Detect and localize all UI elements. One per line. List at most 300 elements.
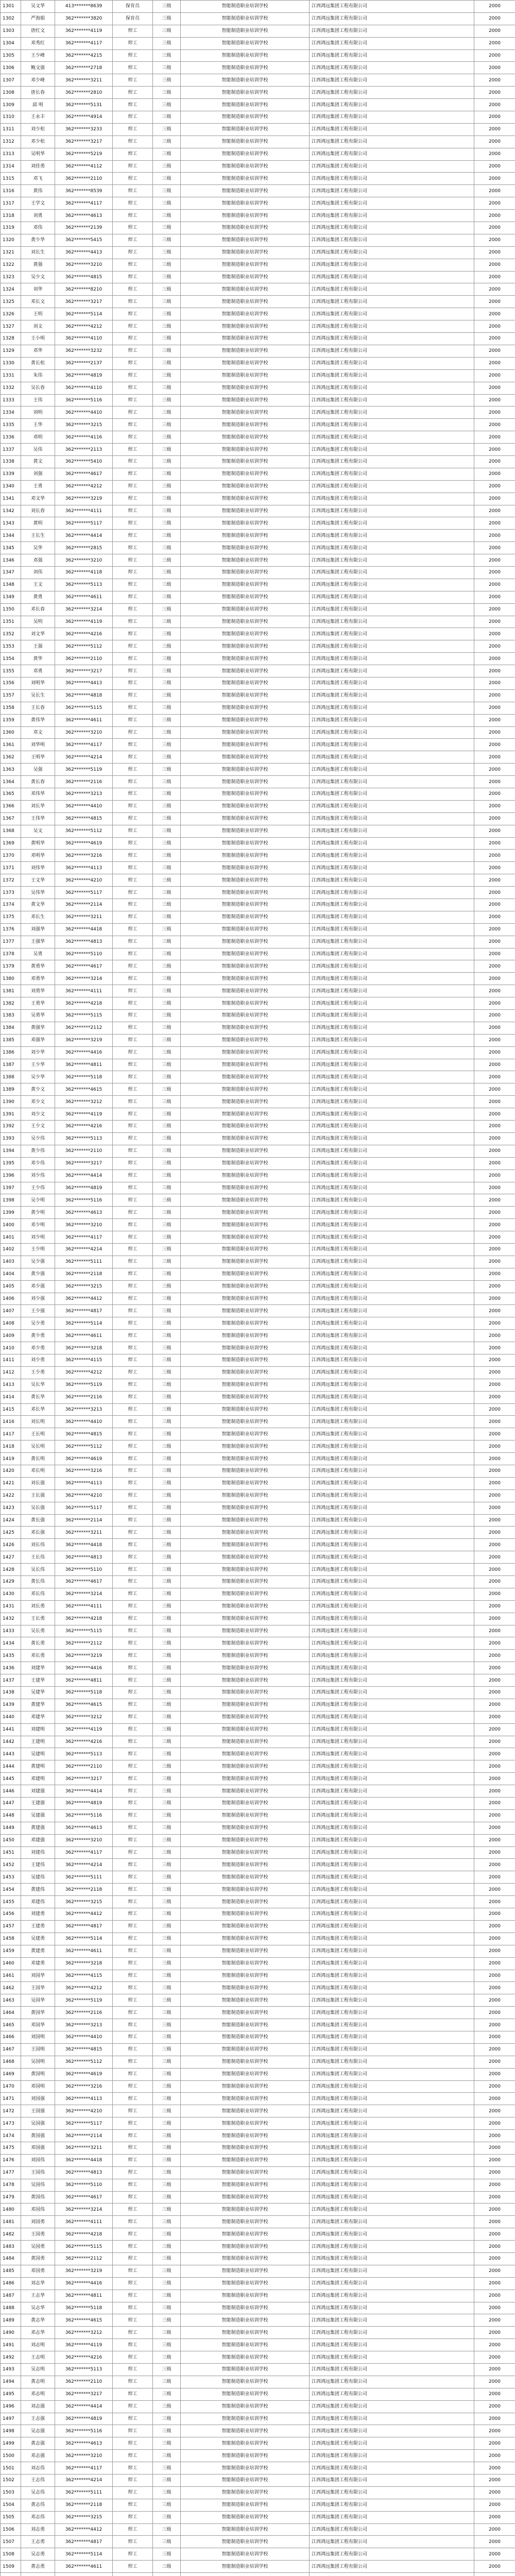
company-cell: 江西鸿远集团工程有限公司 bbox=[310, 123, 474, 135]
skill-level-cell: 三级 bbox=[153, 480, 181, 493]
company-cell: 江西鸿远集团工程有限公司 bbox=[310, 1945, 474, 1957]
row-number-cell: 1355 bbox=[1, 665, 21, 677]
row-number-cell: 1358 bbox=[1, 702, 21, 714]
subsidy-amount-cell: 2000 bbox=[474, 2327, 515, 2339]
company-cell: 江西鸿远集团工程有限公司 bbox=[310, 1637, 474, 1650]
occupation-cell: 焊工 bbox=[113, 160, 153, 173]
skill-level-cell: 三级 bbox=[153, 62, 181, 74]
occupation-cell: 焊工 bbox=[113, 357, 153, 369]
table-row bbox=[1, 1600, 515, 1613]
id-number-cell: 362*******4819 bbox=[55, 2413, 113, 2425]
name-cell: 刘强 bbox=[21, 468, 55, 480]
occupation-cell: 焊工 bbox=[113, 74, 153, 87]
company-cell: 江西鸿远集团工程有限公司 bbox=[310, 2252, 474, 2265]
subsidy-amount-cell: 2000 bbox=[474, 493, 515, 505]
subsidy-amount-cell: 2000 bbox=[474, 751, 515, 764]
name-cell: 吴志华 bbox=[21, 2302, 55, 2314]
name-cell: 黄强华 bbox=[21, 1022, 55, 1034]
row-number-cell: 1388 bbox=[1, 1071, 21, 1083]
table-row bbox=[1, 296, 515, 308]
row-number-cell: 1401 bbox=[1, 1231, 21, 1244]
occupation-cell: 焊工 bbox=[113, 2154, 153, 2166]
name-cell: 黄志华 bbox=[21, 2314, 55, 2327]
subsidy-amount-cell: 2000 bbox=[474, 1489, 515, 1502]
occupation-cell: 焊工 bbox=[113, 628, 153, 640]
skill-level-cell: 三级 bbox=[153, 2031, 181, 2043]
skill-level-cell: 三级 bbox=[153, 874, 181, 887]
subsidy-amount-cell: 2000 bbox=[474, 542, 515, 554]
subsidy-amount-cell: 2000 bbox=[474, 1243, 515, 1256]
table-row bbox=[1, 1280, 515, 1293]
training-school-cell: 智能制造职业培训学校 bbox=[181, 1034, 310, 1046]
row-number-cell: 1486 bbox=[1, 2277, 21, 2290]
occupation-cell: 焊工 bbox=[113, 2166, 153, 2179]
table-row bbox=[1, 1293, 515, 1305]
training-school-cell: 智能制造职业培训学校 bbox=[181, 2351, 310, 2364]
subsidy-amount-cell: 2000 bbox=[474, 1809, 515, 1822]
name-cell: 王志华 bbox=[21, 2290, 55, 2302]
name-cell: 邓志强 bbox=[21, 2450, 55, 2462]
name-cell: 吴志强 bbox=[21, 2425, 55, 2437]
subsidy-amount-cell: 2000 bbox=[474, 2056, 515, 2068]
skill-level-cell: 三级 bbox=[153, 493, 181, 505]
occupation-cell: 焊工 bbox=[113, 1108, 153, 1121]
company-cell: 江西鸿远集团工程有限公司 bbox=[310, 1465, 474, 1477]
training-school-cell: 智能制造职业培训学校 bbox=[181, 825, 310, 837]
training-school-cell: 智能制造职业培训学校 bbox=[181, 936, 310, 948]
subsidy-amount-cell: 2000 bbox=[474, 640, 515, 653]
skill-level-cell: 三级 bbox=[153, 530, 181, 542]
table-row bbox=[1, 1317, 515, 1330]
table-row bbox=[1, 1416, 515, 1428]
training-school-cell: 智能制造职业培训学校 bbox=[181, 1662, 310, 1674]
id-number-cell: 362*******2118 bbox=[55, 1884, 113, 1896]
table-row bbox=[1, 419, 515, 431]
row-number-cell: 1352 bbox=[1, 628, 21, 640]
row-number-cell: 1415 bbox=[1, 1403, 21, 1416]
name-cell: 邓志明 bbox=[21, 2388, 55, 2400]
subsidy-amount-cell: 2000 bbox=[474, 911, 515, 923]
skill-level-cell: 三级 bbox=[153, 1243, 181, 1256]
training-school-cell: 智能制造职业培训学校 bbox=[181, 542, 310, 554]
company-cell: 江西鸿远集团工程有限公司 bbox=[310, 357, 474, 369]
table-row bbox=[1, 665, 515, 677]
name-cell: 黄长伟 bbox=[21, 1576, 55, 1588]
table-row bbox=[1, 1994, 515, 2007]
occupation-cell: 焊工 bbox=[113, 480, 153, 493]
name-cell: 吴文华 bbox=[21, 1, 55, 13]
skill-level-cell: 三级 bbox=[153, 2450, 181, 2462]
company-cell: 江西鸿远集团工程有限公司 bbox=[310, 579, 474, 591]
table-row bbox=[1, 480, 515, 493]
skill-level-cell: 三级 bbox=[153, 1834, 181, 1846]
row-number-cell: 1329 bbox=[1, 345, 21, 357]
training-school-cell: 智能制造职业培训学校 bbox=[181, 1219, 310, 1231]
table-row bbox=[1, 2031, 515, 2043]
row-number-cell: 1377 bbox=[1, 936, 21, 948]
training-school-cell: 智能制造职业培训学校 bbox=[181, 1687, 310, 1699]
company-cell: 江西鸿远集团工程有限公司 bbox=[310, 1957, 474, 1970]
occupation-cell: 焊工 bbox=[113, 173, 153, 185]
occupation-cell: 焊工 bbox=[113, 1477, 153, 1489]
company-cell: 江西鸿远集团工程有限公司 bbox=[310, 493, 474, 505]
occupation-cell: 焊工 bbox=[113, 2130, 153, 2142]
name-cell: 王志伟 bbox=[21, 2475, 55, 2487]
row-number-cell: 1435 bbox=[1, 1650, 21, 1662]
company-cell: 江西鸿远集团工程有限公司 bbox=[310, 2056, 474, 2068]
name-cell: 刘勇华 bbox=[21, 985, 55, 997]
row-number-cell: 1405 bbox=[1, 1280, 21, 1293]
table-row bbox=[1, 1933, 515, 1945]
company-cell: 江西鸿远集团工程有限公司 bbox=[310, 480, 474, 493]
occupation-cell: 焊工 bbox=[113, 1194, 153, 1207]
company-cell: 江西鸿远集团工程有限公司 bbox=[310, 887, 474, 899]
company-cell: 江西鸿远集团工程有限公司 bbox=[310, 603, 474, 616]
id-number-cell: 362*******5119 bbox=[55, 1379, 113, 1391]
table-row bbox=[1, 1, 515, 13]
occupation-cell: 焊工 bbox=[113, 2327, 153, 2339]
skill-level-cell: 三级 bbox=[153, 714, 181, 726]
training-school-cell: 智能制造职业培训学校 bbox=[181, 517, 310, 530]
skill-level-cell: 三级 bbox=[153, 394, 181, 406]
company-cell: 江西鸿远集团工程有限公司 bbox=[310, 2019, 474, 2031]
id-number-cell: 362*******4813 bbox=[55, 2166, 113, 2179]
name-cell: 王长春 bbox=[21, 702, 55, 714]
skill-level-cell: 三级 bbox=[153, 776, 181, 788]
name-cell: 黄伟 bbox=[21, 185, 55, 197]
table-row bbox=[1, 1108, 515, 1121]
row-number-cell: 1461 bbox=[1, 1970, 21, 1982]
row-number-cell: 1429 bbox=[1, 1576, 21, 1588]
skill-level-cell: 三级 bbox=[153, 505, 181, 517]
skill-level-cell: 三级 bbox=[153, 2523, 181, 2536]
name-cell: 邓文 bbox=[21, 726, 55, 739]
training-school-cell: 智能制造职业培训学校 bbox=[181, 2007, 310, 2019]
company-cell: 江西鸿远集团工程有限公司 bbox=[310, 2228, 474, 2241]
id-number-cell: 362*******2116 bbox=[55, 1391, 113, 1403]
name-cell: 邓少松 bbox=[21, 135, 55, 148]
company-cell: 江西鸿远集团工程有限公司 bbox=[310, 1010, 474, 1022]
company-cell: 江西鸿远集团工程有限公司 bbox=[310, 2437, 474, 2450]
training-school-cell: 智能制造职业培训学校 bbox=[181, 2130, 310, 2142]
subsidy-amount-cell: 2000 bbox=[474, 1699, 515, 1711]
name-cell: 邓志伟 bbox=[21, 2511, 55, 2523]
training-school-cell: 智能制造职业培训学校 bbox=[181, 776, 310, 788]
subsidy-amount-cell: 2000 bbox=[474, 1059, 515, 1071]
name-cell: 王长勇 bbox=[21, 1613, 55, 1625]
occupation-cell: 焊工 bbox=[113, 1613, 153, 1625]
skill-level-cell: 三级 bbox=[153, 1846, 181, 1859]
table-row bbox=[1, 394, 515, 406]
table-row bbox=[1, 283, 515, 296]
skill-level-cell: 三级 bbox=[153, 160, 181, 173]
skill-level-cell: 三级 bbox=[153, 357, 181, 369]
company-cell: 江西鸿远集团工程有限公司 bbox=[310, 1059, 474, 1071]
table-row bbox=[1, 444, 515, 456]
subsidy-amount-cell: 2000 bbox=[474, 2179, 515, 2191]
row-number-cell: 1406 bbox=[1, 1293, 21, 1305]
occupation-cell: 焊工 bbox=[113, 1317, 153, 1330]
skill-level-cell: 三级 bbox=[153, 702, 181, 714]
id-number-cell: 362*******5114 bbox=[55, 308, 113, 320]
name-cell: 刘建明 bbox=[21, 1723, 55, 1736]
table-row bbox=[1, 2068, 515, 2080]
subsidy-amount-cell: 2000 bbox=[474, 148, 515, 160]
id-number-cell: 362*******4115 bbox=[55, 1354, 113, 1366]
id-number-cell: 362*******5112 bbox=[55, 640, 113, 653]
row-number-cell: 1437 bbox=[1, 1674, 21, 1687]
name-cell: 邓建强 bbox=[21, 1834, 55, 1846]
skill-level-cell: 三级 bbox=[153, 1957, 181, 1970]
id-number-cell: 362*******5118 bbox=[55, 2302, 113, 2314]
company-cell: 江西鸿远集团工程有限公司 bbox=[310, 49, 474, 62]
skill-level-cell: 三级 bbox=[153, 444, 181, 456]
name-cell: 吴明华 bbox=[21, 148, 55, 160]
skill-level-cell: 三级 bbox=[153, 1182, 181, 1194]
skill-level-cell: 三级 bbox=[153, 49, 181, 62]
occupation-cell: 焊工 bbox=[113, 455, 153, 468]
name-cell: 刘伟 bbox=[21, 566, 55, 579]
company-cell: 江西鸿远集团工程有限公司 bbox=[310, 1674, 474, 1687]
id-number-cell: 362*******5410 bbox=[55, 455, 113, 468]
table-row bbox=[1, 2486, 515, 2499]
skill-level-cell: 三级 bbox=[153, 788, 181, 801]
name-cell: 王文华 bbox=[21, 874, 55, 887]
company-cell: 江西鸿远集团工程有限公司 bbox=[310, 837, 474, 850]
name-cell: 邓国强 bbox=[21, 2142, 55, 2154]
id-number-cell: 362*******2112 bbox=[55, 1637, 113, 1650]
table-row bbox=[1, 2339, 515, 2351]
training-school-cell: 智能制造职业培训学校 bbox=[181, 2117, 310, 2130]
name-cell: 吴国强 bbox=[21, 2117, 55, 2130]
row-number-cell: 1381 bbox=[1, 985, 21, 997]
name-cell: 刘长春 bbox=[21, 505, 55, 517]
table-row bbox=[1, 554, 515, 567]
company-cell: 江西鸿远集团工程有限公司 bbox=[310, 1268, 474, 1280]
row-number-cell: 1417 bbox=[1, 1428, 21, 1440]
row-number-cell: 1402 bbox=[1, 1243, 21, 1256]
subsidy-amount-cell: 2000 bbox=[474, 1170, 515, 1182]
name-cell: 刘佳勇 bbox=[21, 160, 55, 173]
row-number-cell: 1458 bbox=[1, 1933, 21, 1945]
occupation-cell: 焊工 bbox=[113, 542, 153, 554]
id-number-cell: 362*******5219 bbox=[55, 148, 113, 160]
id-number-cell: 362*******5114 bbox=[55, 1933, 113, 1945]
subsidy-amount-cell: 2000 bbox=[474, 1736, 515, 1748]
row-number-cell: 1335 bbox=[1, 419, 21, 431]
id-number-cell: 362*******4611 bbox=[55, 591, 113, 603]
occupation-cell: 焊工 bbox=[113, 210, 153, 222]
id-number-cell: 362*******4613 bbox=[55, 2437, 113, 2450]
training-school-cell: 智能制造职业培训学校 bbox=[181, 1403, 310, 1416]
row-number-cell: 1443 bbox=[1, 1748, 21, 1760]
occupation-cell: 焊工 bbox=[113, 197, 153, 210]
occupation-cell: 焊工 bbox=[113, 1662, 153, 1674]
subsidy-amount-cell: 2000 bbox=[474, 1096, 515, 1108]
subsidy-amount-cell: 2000 bbox=[474, 12, 515, 25]
id-number-cell: 362*******3214 bbox=[55, 2204, 113, 2216]
company-cell: 江西鸿远集团工程有限公司 bbox=[310, 2462, 474, 2475]
skill-level-cell: 三级 bbox=[153, 1022, 181, 1034]
table-row bbox=[1, 99, 515, 111]
row-number-cell: 1499 bbox=[1, 2437, 21, 2450]
occupation-cell: 焊工 bbox=[113, 2388, 153, 2400]
table-row bbox=[1, 2265, 515, 2277]
subsidy-amount-cell: 2000 bbox=[474, 1662, 515, 1674]
training-school-cell: 智能制造职业培训学校 bbox=[181, 1268, 310, 1280]
table-row bbox=[1, 345, 515, 357]
table-row bbox=[1, 1231, 515, 1244]
id-number-cell: 362*******4212 bbox=[55, 320, 113, 333]
name-cell: 刘建伟 bbox=[21, 1846, 55, 1859]
table-row bbox=[1, 2130, 515, 2142]
skill-level-cell: 三级 bbox=[153, 271, 181, 283]
name-cell: 唐长春 bbox=[21, 87, 55, 99]
id-number-cell: 362*******2114 bbox=[55, 899, 113, 911]
skill-level-cell: 三级 bbox=[153, 25, 181, 37]
training-school-cell: 智能制造职业培训学校 bbox=[181, 1502, 310, 1514]
id-number-cell: 362*******5116 bbox=[55, 1194, 113, 1207]
row-number-cell: 1498 bbox=[1, 2425, 21, 2437]
training-school-cell: 智能制造职业培训学校 bbox=[181, 2265, 310, 2277]
occupation-cell: 焊工 bbox=[113, 1699, 153, 1711]
occupation-cell: 焊工 bbox=[113, 1219, 153, 1231]
table-row bbox=[1, 173, 515, 185]
skill-level-cell: 三级 bbox=[153, 1809, 181, 1822]
id-number-cell: 362*******4615 bbox=[55, 1083, 113, 1096]
training-school-cell: 智能制造职业培训学校 bbox=[181, 1440, 310, 1453]
table-row bbox=[1, 2166, 515, 2179]
training-school-cell: 智能制造职业培训学校 bbox=[181, 1699, 310, 1711]
training-school-cell: 智能制造职业培训学校 bbox=[181, 123, 310, 135]
training-school-cell: 智能制造职业培训学校 bbox=[181, 1920, 310, 1933]
name-cell: 刘志伟 bbox=[21, 2462, 55, 2475]
subsidy-amount-cell: 2000 bbox=[474, 444, 515, 456]
id-number-cell: 362*******4410 bbox=[55, 800, 113, 812]
subsidy-amount-cell: 2000 bbox=[474, 1650, 515, 1662]
subsidy-amount-cell: 2000 bbox=[474, 357, 515, 369]
company-cell: 江西鸿远集团工程有限公司 bbox=[310, 2314, 474, 2327]
subsidy-amount-cell: 2000 bbox=[474, 1342, 515, 1354]
company-cell: 江西鸿远集团工程有限公司 bbox=[310, 2523, 474, 2536]
occupation-cell: 焊工 bbox=[113, 776, 153, 788]
id-number-cell: 362*******4414 bbox=[55, 2400, 113, 2413]
company-cell: 江西鸿远集团工程有限公司 bbox=[310, 2142, 474, 2154]
subsidy-amount-cell: 2000 bbox=[474, 1576, 515, 1588]
company-cell: 江西鸿远集团工程有限公司 bbox=[310, 283, 474, 296]
row-number-cell: 1399 bbox=[1, 1207, 21, 1219]
subsidy-amount-cell: 2000 bbox=[474, 283, 515, 296]
training-school-cell: 智能制造职业培训学校 bbox=[181, 1514, 310, 1527]
table-row bbox=[1, 1170, 515, 1182]
skill-level-cell: 三级 bbox=[153, 1034, 181, 1046]
occupation-cell: 焊工 bbox=[113, 2302, 153, 2314]
subsidy-amount-cell: 2000 bbox=[474, 1182, 515, 1194]
name-cell: 王志强 bbox=[21, 2413, 55, 2425]
skill-level-cell: 三级 bbox=[153, 850, 181, 862]
company-cell: 江西鸿远集团工程有限公司 bbox=[310, 369, 474, 382]
training-school-cell: 智能制造职业培训学校 bbox=[181, 1243, 310, 1256]
company-cell: 江西鸿远集团工程有限公司 bbox=[310, 259, 474, 271]
training-school-cell: 智能制造职业培训学校 bbox=[181, 2339, 310, 2351]
company-cell: 江西鸿远集团工程有限公司 bbox=[310, 1564, 474, 1576]
id-number-cell: 362*******4418 bbox=[55, 1539, 113, 1551]
company-cell: 江西鸿远集团工程有限公司 bbox=[310, 455, 474, 468]
company-cell: 江西鸿远集团工程有限公司 bbox=[310, 1391, 474, 1403]
id-number-cell: 362*******4118 bbox=[55, 566, 113, 579]
id-number-cell: 362*******3211 bbox=[55, 1527, 113, 1539]
id-number-cell: 362*******5114 bbox=[55, 1317, 113, 1330]
company-cell: 江西鸿远集团工程有限公司 bbox=[310, 1785, 474, 1798]
row-number-cell: 1321 bbox=[1, 246, 21, 259]
company-cell: 江西鸿远集团工程有限公司 bbox=[310, 1576, 474, 1588]
table-row bbox=[1, 271, 515, 283]
id-number-cell: 362*******4216 bbox=[55, 1736, 113, 1748]
subsidy-amount-cell: 2000 bbox=[474, 99, 515, 111]
table-row bbox=[1, 1945, 515, 1957]
skill-level-cell: 三级 bbox=[153, 2462, 181, 2475]
skill-level-cell: 三级 bbox=[153, 1650, 181, 1662]
row-number-cell: 1394 bbox=[1, 1145, 21, 1157]
skill-level-cell: 三级 bbox=[153, 973, 181, 985]
name-cell: 鲍文强 bbox=[21, 62, 55, 74]
table-row bbox=[1, 1403, 515, 1416]
subsidy-amount-cell: 2000 bbox=[474, 1157, 515, 1170]
skill-level-cell: 三级 bbox=[153, 2068, 181, 2080]
training-school-cell: 智能制造职业培训学校 bbox=[181, 2056, 310, 2068]
id-number-cell: 362*******3820 bbox=[55, 12, 113, 25]
table-row bbox=[1, 2511, 515, 2523]
table-row bbox=[1, 1182, 515, 1194]
subsidy-amount-cell: 2000 bbox=[474, 2043, 515, 2056]
name-cell: 王勇 bbox=[21, 480, 55, 493]
subsidy-amount-cell: 2000 bbox=[474, 1330, 515, 1342]
skill-level-cell: 三级 bbox=[153, 74, 181, 87]
id-number-cell: 362*******5131 bbox=[55, 99, 113, 111]
id-number-cell: 362*******2137 bbox=[55, 357, 113, 369]
subsidy-amount-cell: 2000 bbox=[474, 530, 515, 542]
name-cell: 邓秀红 bbox=[21, 37, 55, 49]
occupation-cell: 焊工 bbox=[113, 308, 153, 320]
row-number-cell: 1332 bbox=[1, 382, 21, 394]
row-number-cell: 1463 bbox=[1, 1994, 21, 2007]
occupation-cell: 焊工 bbox=[113, 566, 153, 579]
training-school-cell: 智能制造职业培训学校 bbox=[181, 2241, 310, 2253]
subsidy-amount-cell: 2000 bbox=[474, 369, 515, 382]
skill-level-cell: 三级 bbox=[153, 689, 181, 702]
table-row bbox=[1, 1071, 515, 1083]
training-school-cell: 智能制造职业培训学校 bbox=[181, 1674, 310, 1687]
table-row bbox=[1, 1982, 515, 1994]
occupation-cell: 焊工 bbox=[113, 1145, 153, 1157]
occupation-cell: 焊工 bbox=[113, 1366, 153, 1379]
company-cell: 江西鸿远集团工程有限公司 bbox=[310, 160, 474, 173]
training-school-cell: 智能制造职业培训学校 bbox=[181, 87, 310, 99]
name-cell: 王长强 bbox=[21, 1489, 55, 1502]
row-number-cell: 1410 bbox=[1, 1342, 21, 1354]
company-cell: 江西鸿远集团工程有限公司 bbox=[310, 1650, 474, 1662]
company-cell: 江西鸿远集团工程有限公司 bbox=[310, 1145, 474, 1157]
row-number-cell: 1484 bbox=[1, 2252, 21, 2265]
occupation-cell: 焊工 bbox=[113, 874, 153, 887]
occupation-cell: 焊工 bbox=[113, 2561, 153, 2573]
skill-level-cell: 三级 bbox=[153, 1908, 181, 1921]
subsidy-amount-cell: 2000 bbox=[474, 2080, 515, 2093]
name-cell: 王志明 bbox=[21, 2351, 55, 2364]
id-number-cell: 362*******4210 bbox=[55, 2105, 113, 2117]
skill-level-cell: 三级 bbox=[153, 1354, 181, 1366]
occupation-cell: 焊工 bbox=[113, 1514, 153, 1527]
